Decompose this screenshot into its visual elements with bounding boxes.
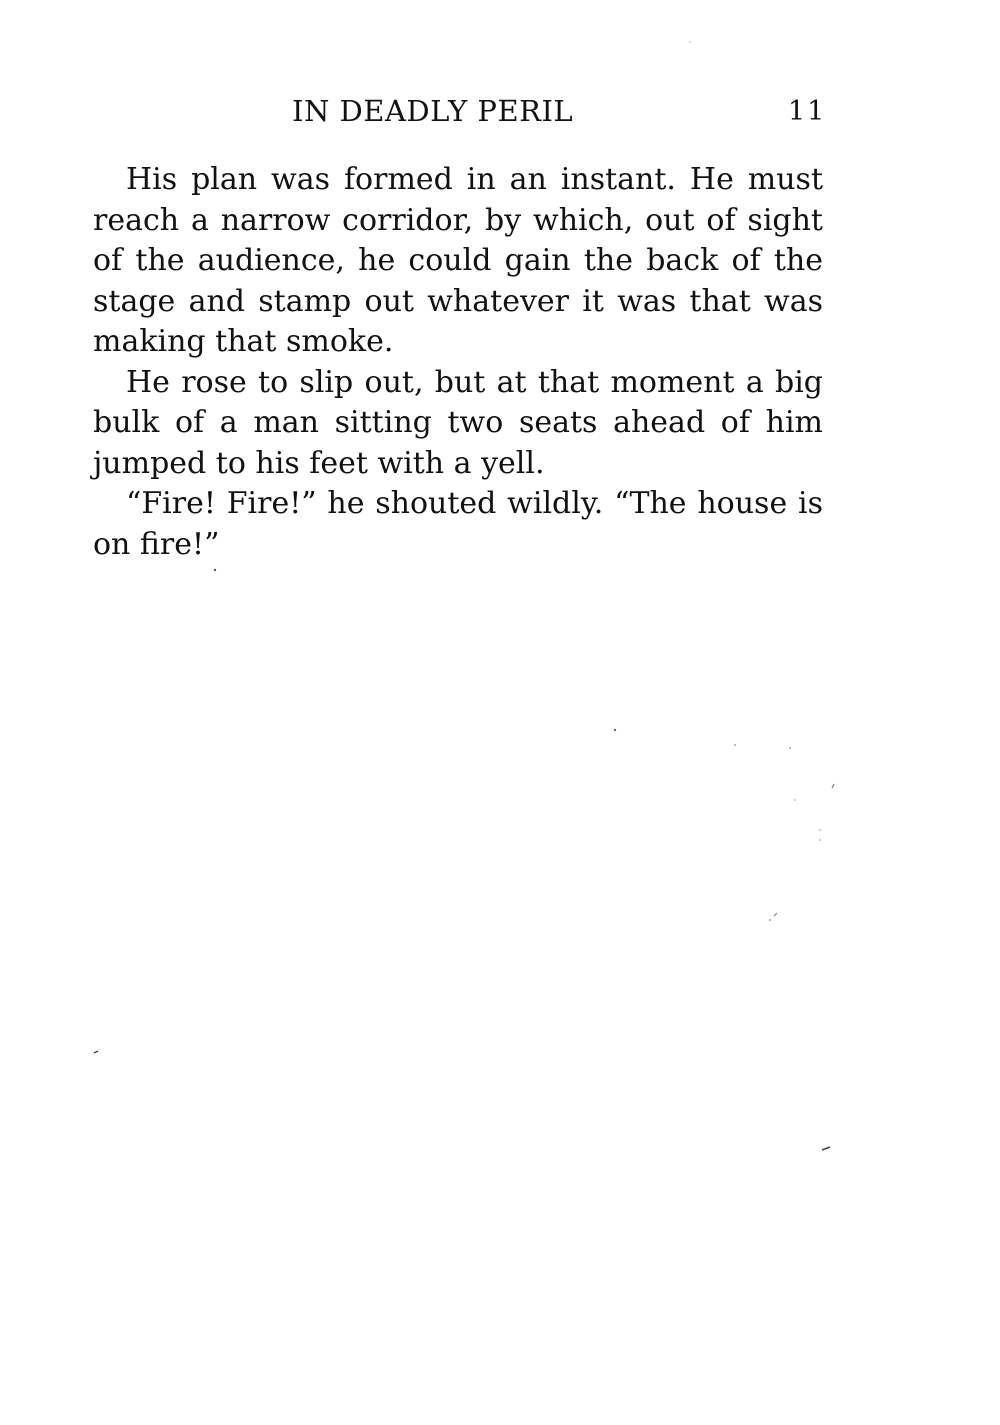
- running-head: IN DEADLY PERIL: [292, 94, 574, 128]
- paragraph: His plan was formed in an instant. He must reach a narrow corridor, by which, out of sight of the audience, he could gain the back of the stage and stamp out whatever it was that was making that smoke.: [93, 162, 823, 359]
- page-number: 11: [788, 96, 827, 127]
- paragraph: “Fire! Fire!” he shouted wildly. “The house is on fire!”: [93, 486, 823, 562]
- body-text: [93, 160, 823, 565]
- paragraph: He rose to slip out, but at that moment a big bulk of a man sitting two seats ahead of him jumped to his feet with a yell.: [93, 364, 823, 481]
